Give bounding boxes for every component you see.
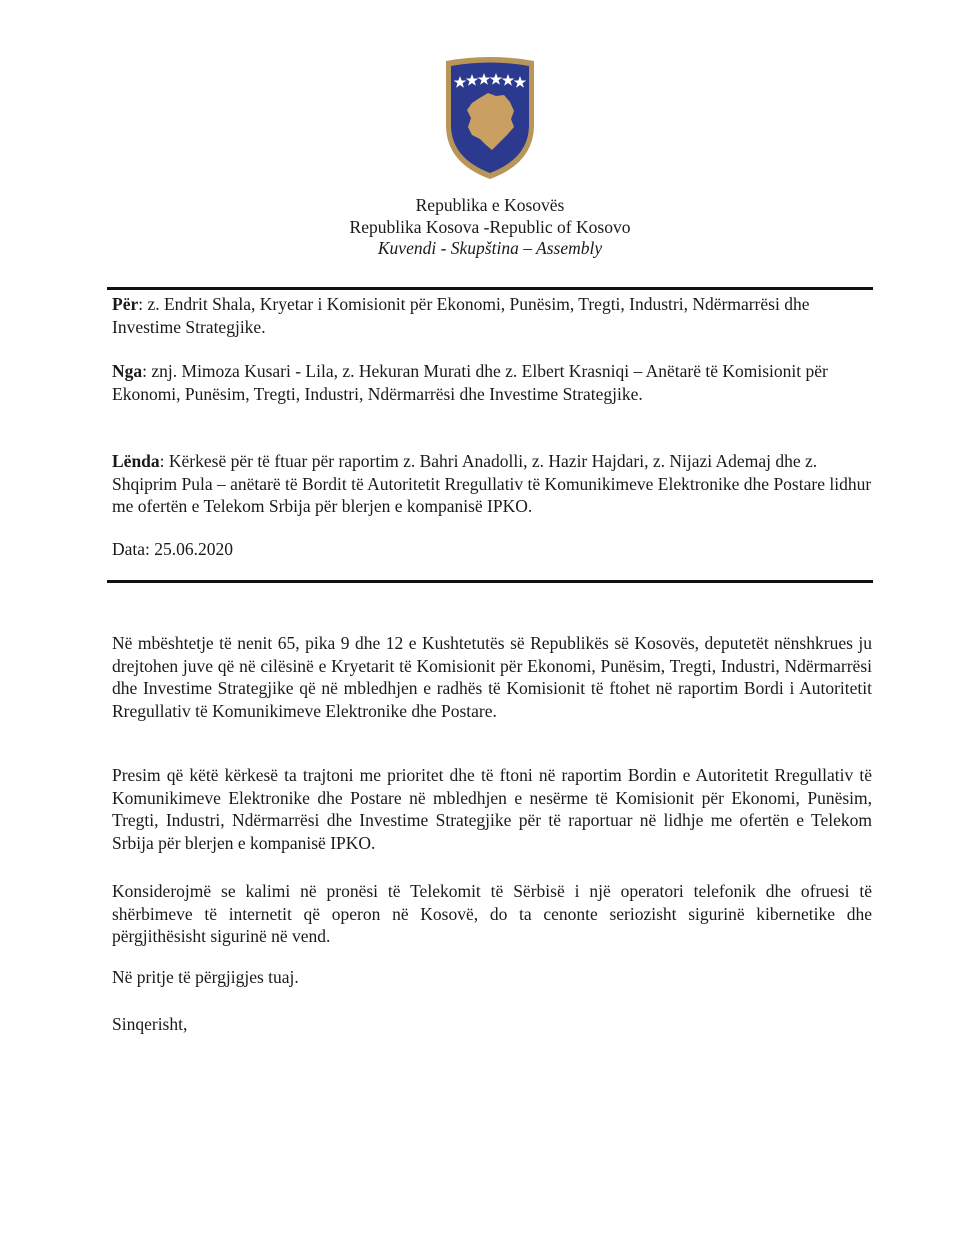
header-divider-top [107, 287, 873, 290]
letterhead-line-1: Republika e Kosovës [415, 195, 565, 215]
memo-subject [112, 450, 872, 518]
closing-line: Në pritje të përgjigjes tuaj. [112, 967, 299, 987]
memo-subject-label: Lënda [112, 451, 160, 471]
kosovo-coat-of-arms-icon [444, 55, 536, 181]
header-divider-bottom [107, 580, 873, 583]
memo-from-label: Nga [112, 361, 143, 381]
memo-to-label: Për [112, 294, 139, 314]
memo-date: Data: 25.06.2020 [112, 539, 234, 559]
memo-subject-text: : Kërkesë për të ftuar për raportim z. Bahri Anadolli, z. Hazir Hajdari, z. Nijazi Ademaj dhe z. Shqiprim Pula – anëtarë të Bordit të Autoritetit Rregullativ të Komunikimeve Elektronike dhe Postare lidhur me ofertën e Telekom Srbija për blerjen e kompanisë IPKO. [112, 451, 872, 516]
body-paragraph-1: Në mbështetje të nenit 65, pika 9 dhe 12 e Kushtetutës së Republikës së Kosovës, deputetët nënshkrues ju drejtohen juve që në cilësinë e Kryetarit të Komisionit për Ekonomi, Punësim, Tregti, Industri, Ndërmarrësi dhe Investime Strategjike që në mbledhjen e radhës të Komisionit të ftohet në raportim Bordi i Autoritetit Rregullativ të Komunikimeve Elektronike dhe Postare. [112, 633, 872, 721]
memo-from [112, 360, 872, 405]
memo-to [112, 293, 872, 338]
body-paragraph-2: Presim që këtë kërkesë ta trajtoni me prioritet dhe të ftoni në raportim Bordin e Autoritetit Rregullativ të Komunikimeve Elektronike dhe Postare në mbledhjen e nesërme të Komisionit për Ekonomi, Punësim, Tregti, Industri, Ndërmarrësi dhe Investime Strategjike për të raportuar në lidhje me ofertën e Telekom Srbija për blerjen e kompanisë IPKO. [112, 765, 872, 853]
sign-off: Sinqerisht, [112, 1014, 188, 1034]
letterhead-line-2: Republika Kosova -Republic of Kosovo [349, 216, 631, 237]
letterhead [0, 195, 980, 260]
body-paragraph-3: Konsiderojmë se kalimi në pronësi të Telekomit të Sërbisë i një operatori telefonik dhe ofruesi të shërbimeve të internetit që operon në Kosovë, do ta cenonte seriozisht sigurinë kibernetike dhe përgjithësisht sigurinë në vend. [112, 881, 872, 946]
memo-from-text: : znj. Mimoza Kusari - Lila, z. Hekuran Murati dhe z. Elbert Krasniqi – Anëtarë të Komisionit për Ekonomi, Punësim, Tregti, Industri, Ndërmarrësi dhe Investime Strategjike. [112, 361, 828, 404]
memo-to-text: : z. Endrit Shala, Kryetar i Komisionit për Ekonomi, Punësim, Tregti, Industri, Ndërmarrësi dhe Investime Strategjike. [112, 294, 810, 337]
letterhead-line-3: Kuvendi - Skupština – Assembly [377, 238, 603, 258]
